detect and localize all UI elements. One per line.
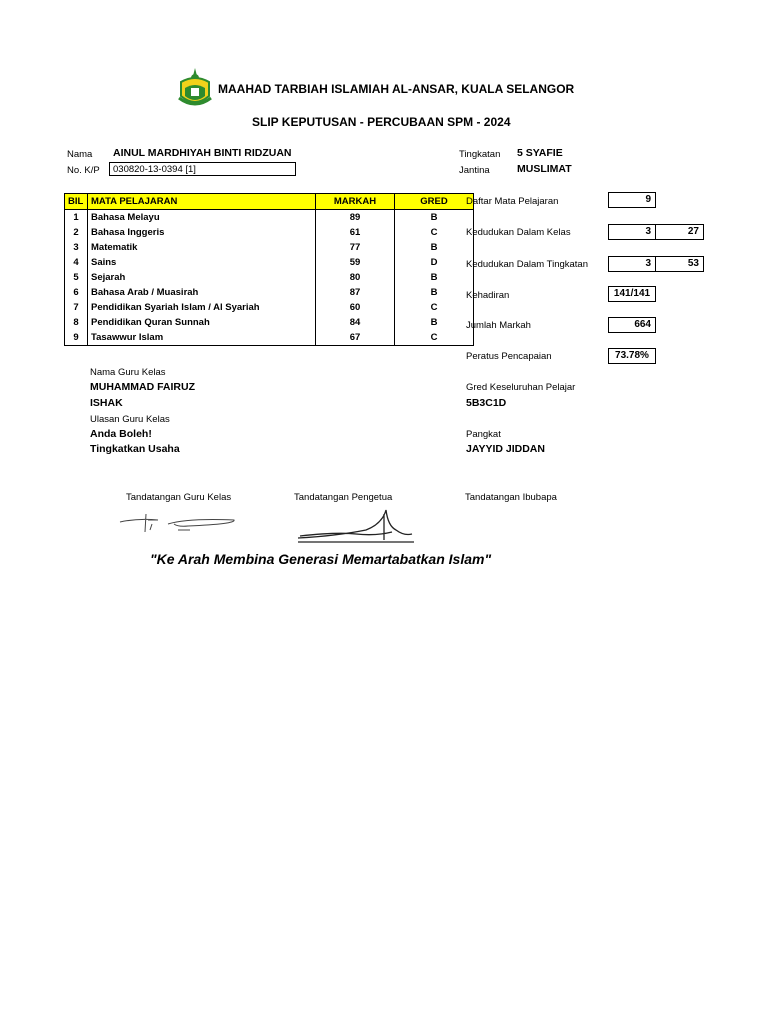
teacher-name-label: Nama Guru Kelas	[90, 367, 166, 378]
row-no: 8	[65, 315, 88, 330]
form-rank-label: Kedudukan Dalam Tingkatan	[466, 259, 588, 270]
row-mark: 89	[316, 210, 395, 226]
table-row	[65, 285, 474, 300]
row-subject: Bahasa Melayu	[88, 210, 316, 226]
row-no: 5	[65, 270, 88, 285]
student-name: AINUL MARDHIYAH BINTI RIDZUAN	[113, 147, 292, 159]
student-class: 5 SYAFIE	[517, 147, 563, 159]
slip-title: SLIP KEPUTUSAN - PERCUBAAN SPM - 2024	[252, 115, 511, 129]
class-rank-label: Kedudukan Dalam Kelas	[466, 227, 571, 238]
row-grade: B	[395, 270, 474, 285]
header-mark: MARKAH	[316, 194, 395, 210]
school-name: MAAHAD TARBIAH ISLAMIAH AL-ANSAR, KUALA SELANGOR	[218, 82, 575, 96]
results-table	[64, 193, 474, 346]
percentage-value: 73.78%	[608, 348, 656, 364]
row-grade: B	[395, 315, 474, 330]
row-subject: Pendidikan Syariah Islam / Al Syariah	[88, 300, 316, 315]
row-grade: C	[395, 330, 474, 346]
row-grade: B	[395, 210, 474, 226]
table-row	[65, 240, 474, 255]
row-grade: D	[395, 255, 474, 270]
teacher-signature-label: Tandatangan Guru Kelas	[126, 492, 232, 503]
percentage-label: Peratus Pencapaian	[466, 351, 552, 362]
teacher-name-line2: ISHAK	[90, 397, 123, 409]
class-total: 27	[655, 224, 704, 240]
attendance-label: Kehadiran	[466, 290, 510, 301]
form-rank: 3	[608, 256, 656, 272]
total-marks: 664	[608, 317, 656, 333]
row-mark: 77	[316, 240, 395, 255]
teacher-comment-line1: Anda Boleh!	[90, 428, 152, 440]
kp-value: 030820-13-0394 [1]	[109, 162, 296, 176]
table-row	[65, 255, 474, 270]
row-subject: Sejarah	[88, 270, 316, 285]
row-subject: Pendidikan Quran Sunnah	[88, 315, 316, 330]
teacher-name-line1: MUHAMMAD FAIRUZ	[90, 381, 195, 393]
row-mark: 61	[316, 225, 395, 240]
row-grade: C	[395, 300, 474, 315]
total-marks-label: Jumlah Markah	[466, 320, 531, 331]
row-mark: 67	[316, 330, 395, 346]
table-row	[65, 315, 474, 330]
row-grade: C	[395, 225, 474, 240]
name-label: Nama	[67, 149, 93, 160]
table-row	[65, 225, 474, 240]
table-header-row	[65, 194, 474, 210]
row-mark: 80	[316, 270, 395, 285]
row-no: 2	[65, 225, 88, 240]
principal-signature	[296, 506, 414, 544]
attendance-value: 141/141	[608, 286, 656, 302]
header-bil: BIL	[65, 194, 88, 210]
row-subject: Bahasa Inggeris	[88, 225, 316, 240]
class-label: Tingkatan	[459, 149, 501, 160]
row-grade: B	[395, 285, 474, 300]
row-no: 6	[65, 285, 88, 300]
row-no: 7	[65, 300, 88, 315]
row-no: 4	[65, 255, 88, 270]
parent-signature-label: Tandatangan Ibubapa	[465, 492, 557, 503]
row-no: 3	[65, 240, 88, 255]
table-row	[65, 300, 474, 315]
header-subject: MATA PELAJARAN	[88, 194, 316, 210]
table-row	[65, 330, 474, 346]
table-row	[65, 270, 474, 285]
row-mark: 60	[316, 300, 395, 315]
school-logo	[175, 66, 215, 108]
teacher-comment-line2: Tingkatkan Usaha	[90, 443, 180, 455]
teacher-comment-label: Ulasan Guru Kelas	[90, 414, 170, 425]
subjects-count: 9	[608, 192, 656, 208]
row-mark: 84	[316, 315, 395, 330]
row-mark: 87	[316, 285, 395, 300]
row-subject: Tasawwur Islam	[88, 330, 316, 346]
overall-grade: 5B3C1D	[466, 397, 507, 409]
gender-label: Jantina	[459, 165, 490, 176]
class-rank: 3	[608, 224, 656, 240]
row-subject: Matematik	[88, 240, 316, 255]
form-total: 53	[655, 256, 704, 272]
rank-value: JAYYID JIDDAN	[466, 443, 545, 455]
rank-label: Pangkat	[466, 429, 501, 440]
overall-grade-label: Gred Keseluruhan Pelajar	[466, 382, 576, 393]
row-subject: Bahasa Arab / Muasirah	[88, 285, 316, 300]
subjects-label: Daftar Mata Pelajaran	[466, 196, 559, 207]
table-row	[65, 210, 474, 226]
row-mark: 59	[316, 255, 395, 270]
teacher-signature	[118, 510, 242, 536]
school-motto: "Ke Arah Membina Generasi Memartabatkan Islam"	[150, 551, 492, 567]
kp-label: No. K/P	[67, 165, 100, 176]
row-no: 1	[65, 210, 88, 226]
header-grade: GRED	[395, 194, 474, 210]
principal-signature-label: Tandatangan Pengetua	[294, 492, 393, 503]
row-subject: Sains	[88, 255, 316, 270]
student-gender: MUSLIMAT	[517, 163, 572, 175]
row-no: 9	[65, 330, 88, 346]
row-grade: B	[395, 240, 474, 255]
